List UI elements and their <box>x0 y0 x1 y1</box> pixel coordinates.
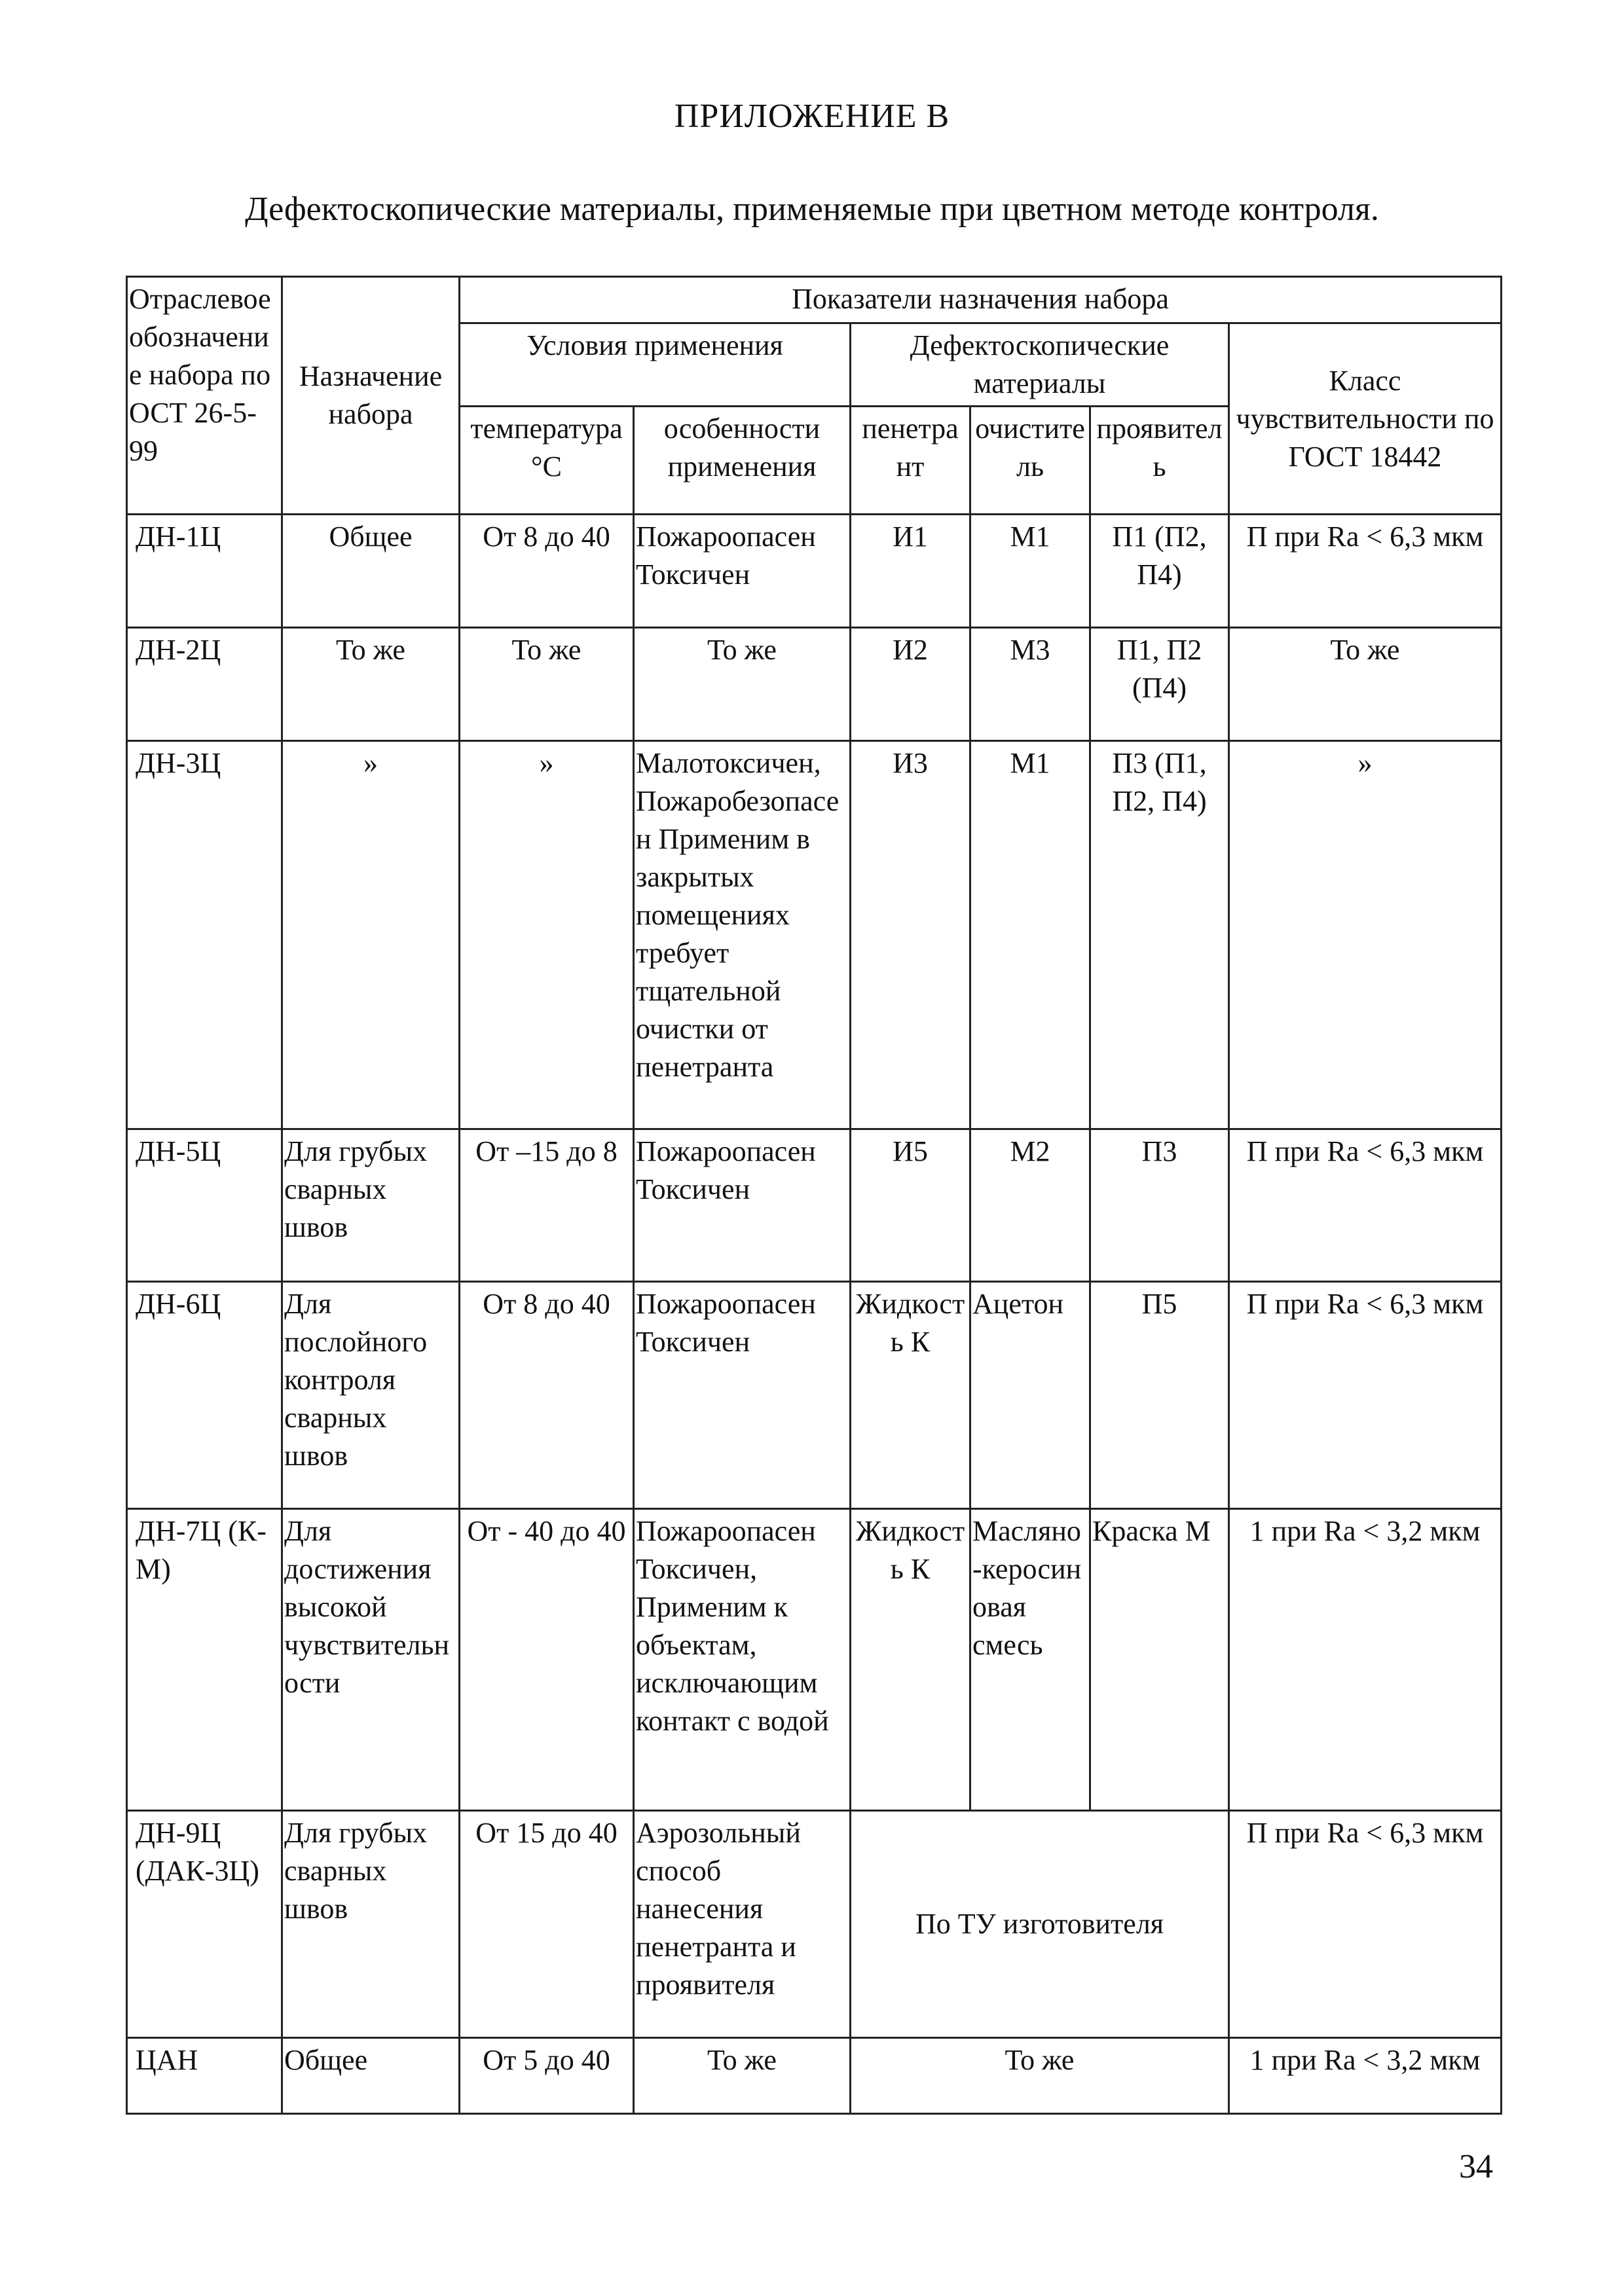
table-row <box>127 741 1502 1129</box>
cell-cleaner: М2 <box>970 1129 1090 1282</box>
cell-code: ДН-2Ц <box>127 628 282 741</box>
cell-code: ДН-9Ц (ДАК-3Ц) <box>127 1811 282 2038</box>
cell-purpose: » <box>282 741 460 1129</box>
table-row <box>127 628 1502 741</box>
cell-purpose: То же <box>282 628 460 741</box>
cell-temp: От - 40 до 40 <box>460 1509 634 1811</box>
header-conditions: Условия применения <box>460 323 851 407</box>
cell-sensitivity: 1 при Ra < 3,2 мкм <box>1229 1509 1502 1811</box>
cell-developer: П3 (П1, П2, П4) <box>1090 741 1229 1129</box>
header-materials: Дефектоскопические материалы <box>851 323 1229 407</box>
cell-temp: От 5 до 40 <box>460 2038 634 2114</box>
cell-developer: Краска М <box>1090 1509 1229 1811</box>
cell-penetrant: И2 <box>851 628 970 741</box>
cell-purpose: Для послойного контроля сварных швов <box>282 1282 460 1509</box>
cell-penetrant: И1 <box>851 515 970 628</box>
header-code: Отраслевое обозначение набора по ОСТ 26-5-99 <box>127 277 282 515</box>
cell-features: Пожароопасен Токсичен <box>634 515 851 628</box>
cell-developer: П1, П2 (П4) <box>1090 628 1229 741</box>
cell-features: Малотоксичен, Пожаробезопасен Применим в закрытых помещениях требует тщательной очистки от пенетранта <box>634 741 851 1129</box>
cell-code: ДН-5Ц <box>127 1129 282 1282</box>
cell-sensitivity: То же <box>1229 628 1502 741</box>
cell-code: ДН-7Ц (К-М) <box>127 1509 282 1811</box>
header-features: особенности применения <box>634 407 851 515</box>
cell-features: То же <box>634 628 851 741</box>
cell-penetrant: И3 <box>851 741 970 1129</box>
cell-code: ДН-1Ц <box>127 515 282 628</box>
header-sensitivity: Класс чувствительности по ГОСТ 18442 <box>1229 323 1502 515</box>
header-temp: температура °С <box>460 407 634 515</box>
cell-cleaner: Ацетон <box>970 1282 1090 1509</box>
table-row <box>127 515 1502 628</box>
cell-temp: От 8 до 40 <box>460 1282 634 1509</box>
cell-temp: » <box>460 741 634 1129</box>
cell-temp: От 15 до 40 <box>460 1811 634 2038</box>
cell-sensitivity: » <box>1229 741 1502 1129</box>
cell-cleaner: Масляно-керосиновая смесь <box>970 1509 1090 1811</box>
table-row <box>127 1509 1502 1811</box>
cell-sensitivity: П при Ra < 6,3 мкм <box>1229 1282 1502 1509</box>
cell-purpose: Для грубых сварных швов <box>282 1811 460 2038</box>
header-purpose: Назначение набора <box>282 277 460 515</box>
cell-features: Пожароопасен Токсичен <box>634 1129 851 1282</box>
cell-cleaner: М3 <box>970 628 1090 741</box>
cell-developer: П3 <box>1090 1129 1229 1282</box>
cell-temp: От –15 до 8 <box>460 1129 634 1282</box>
cell-purpose: Общее <box>282 2038 460 2114</box>
cell-cleaner: М1 <box>970 515 1090 628</box>
cell-penetrant: Жидкость К <box>851 1509 970 1811</box>
header-cleaner: очиститель <box>970 407 1090 515</box>
cell-features: Пожароопасен Токсичен <box>634 1282 851 1509</box>
cell-code: ДН-6Ц <box>127 1282 282 1509</box>
page-number: 34 <box>1459 2148 1493 2185</box>
cell-penetrant: И5 <box>851 1129 970 1282</box>
cell-materials: То же <box>851 2038 1229 2114</box>
table-row <box>127 1129 1502 1282</box>
cell-sensitivity: П при Ra < 6,3 мкм <box>1229 1129 1502 1282</box>
cell-features: Аэрозольный способ нанесения пенетранта и проявителя <box>634 1811 851 2038</box>
page-subtitle: Дефектоскопические материалы, применяемые при цветном методе контроля. <box>245 191 1379 228</box>
header-penetrant: пенетрант <box>851 407 970 515</box>
cell-code: ЦАН <box>127 2038 282 2114</box>
table-row <box>127 2038 1502 2114</box>
page-title: ПРИЛОЖЕНИЕ В <box>674 98 950 135</box>
cell-sensitivity: П при Ra < 6,3 мкм <box>1229 1811 1502 2038</box>
cell-code: ДН-3Ц <box>127 741 282 1129</box>
cell-purpose: Для достижения высокой чувствительности <box>282 1509 460 1811</box>
table-row <box>127 1811 1502 2038</box>
cell-materials: По ТУ изготовителя <box>851 1811 1229 2038</box>
cell-temp: От 8 до 40 <box>460 515 634 628</box>
cell-developer: П1 (П2, П4) <box>1090 515 1229 628</box>
cell-sensitivity: П при Ra < 6,3 мкм <box>1229 515 1502 628</box>
header-indicators: Показатели назначения набора <box>460 277 1502 323</box>
materials-table <box>126 276 1502 2115</box>
cell-features: Пожароопасен Токсичен, Применим к объектам, исключающим контакт с водой <box>634 1509 851 1811</box>
cell-penetrant: Жидкость К <box>851 1282 970 1509</box>
table-row <box>127 1282 1502 1509</box>
cell-cleaner: М1 <box>970 741 1090 1129</box>
header-developer: проявитель <box>1090 407 1229 515</box>
cell-temp: То же <box>460 628 634 741</box>
cell-purpose: Для грубых сварных швов <box>282 1129 460 1282</box>
cell-purpose: Общее <box>282 515 460 628</box>
cell-developer: П5 <box>1090 1282 1229 1509</box>
cell-features: То же <box>634 2038 851 2114</box>
cell-sensitivity: 1 при Ra < 3,2 мкм <box>1229 2038 1502 2114</box>
